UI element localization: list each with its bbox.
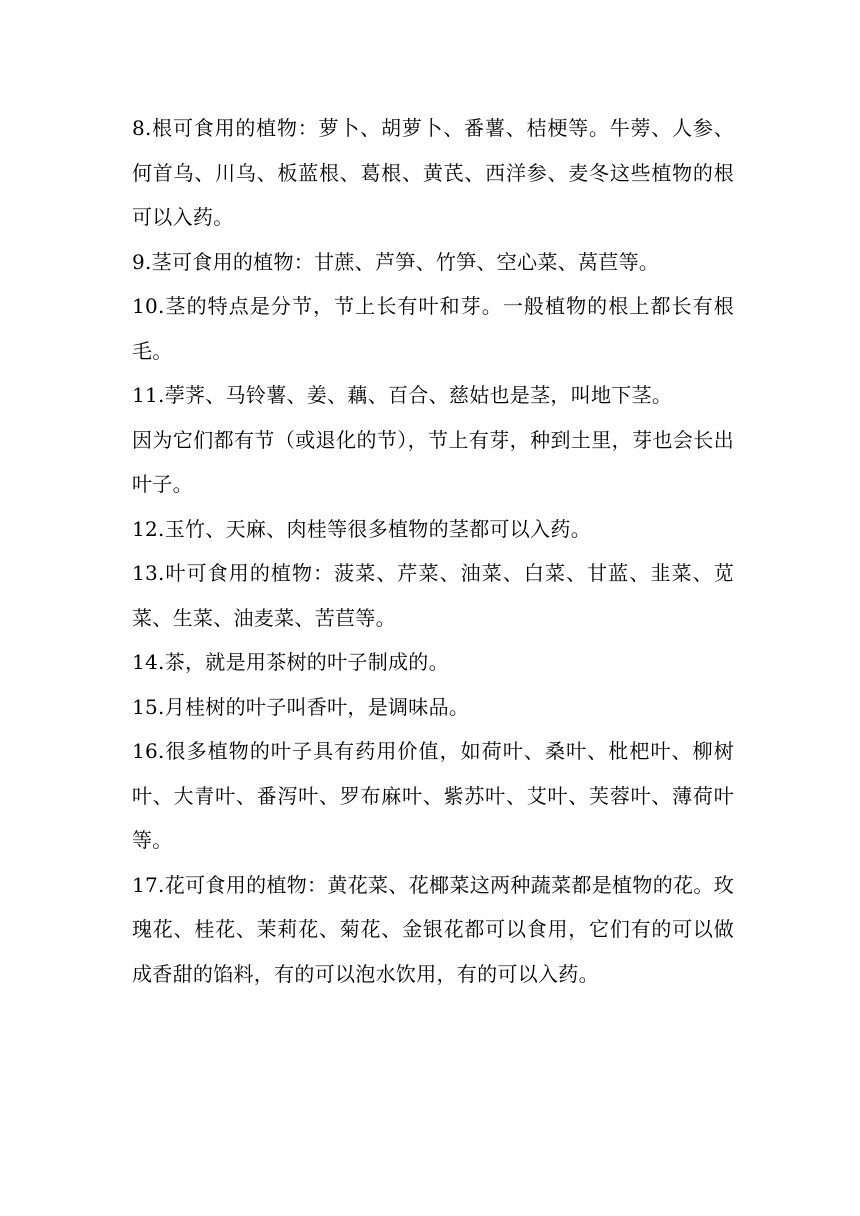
- paragraph-item-9: 9.茎可食用的植物：甘蔗、芦笋、竹笋、空心菜、莴苣等。: [132, 249, 660, 274]
- paragraph-item-8: 8.根可食用的植物：萝卜、胡萝卜、番薯、桔梗等。牛蒡、人参、何首乌、川乌、板蓝根、葛根、黄芪、西洋参、麦冬这些植物的根可以入药。: [132, 116, 734, 229]
- paragraph-item-10: 10.茎的特点是分节，节上长有叶和芽。一般植物的根上都长有根毛。: [132, 294, 734, 363]
- document-body: [132, 106, 734, 996]
- paragraph-item-11: 11.荸荠、马铃薯、姜、藕、百合、慈姑也是茎，叫地下茎。: [132, 383, 673, 407]
- paragraph-item-15: 15.月桂树的叶子叫香叶，是调味品。: [132, 694, 470, 719]
- paragraph-item-14: 14.茶，就是用茶树的叶子制成的。: [132, 650, 449, 674]
- paragraph-item-11-continued: 因为它们都有节（或退化的节），节上有芽，种到土里，芽也会长出叶子。: [132, 427, 734, 496]
- paragraph-item-16: 16.很多植物的叶子具有药用价值，如荷叶、桑叶、枇杷叶、柳树叶、大青叶、番泻叶、罗布麻叶、紫苏叶、艾叶、芙蓉叶、薄荷叶等。: [132, 739, 734, 852]
- paragraph-item-13: 13.叶可食用的植物：菠菜、芹菜、油菜、白菜、甘蓝、韭菜、苋菜、生菜、油麦菜、苦苣等。: [132, 561, 734, 630]
- paragraph-item-17: 17.花可食用的植物：黄花菜、花椰菜这两种蔬菜都是植物的花。玫瑰花、桂花、茉莉花、菊花、金银花都可以食用，它们有的可以做成香甜的馅料，有的可以泡水饮用，有的可以入药。: [132, 872, 734, 986]
- paragraph-item-12: 12.玉竹、天麻、肉桂等很多植物的茎都可以入药。: [132, 516, 592, 541]
